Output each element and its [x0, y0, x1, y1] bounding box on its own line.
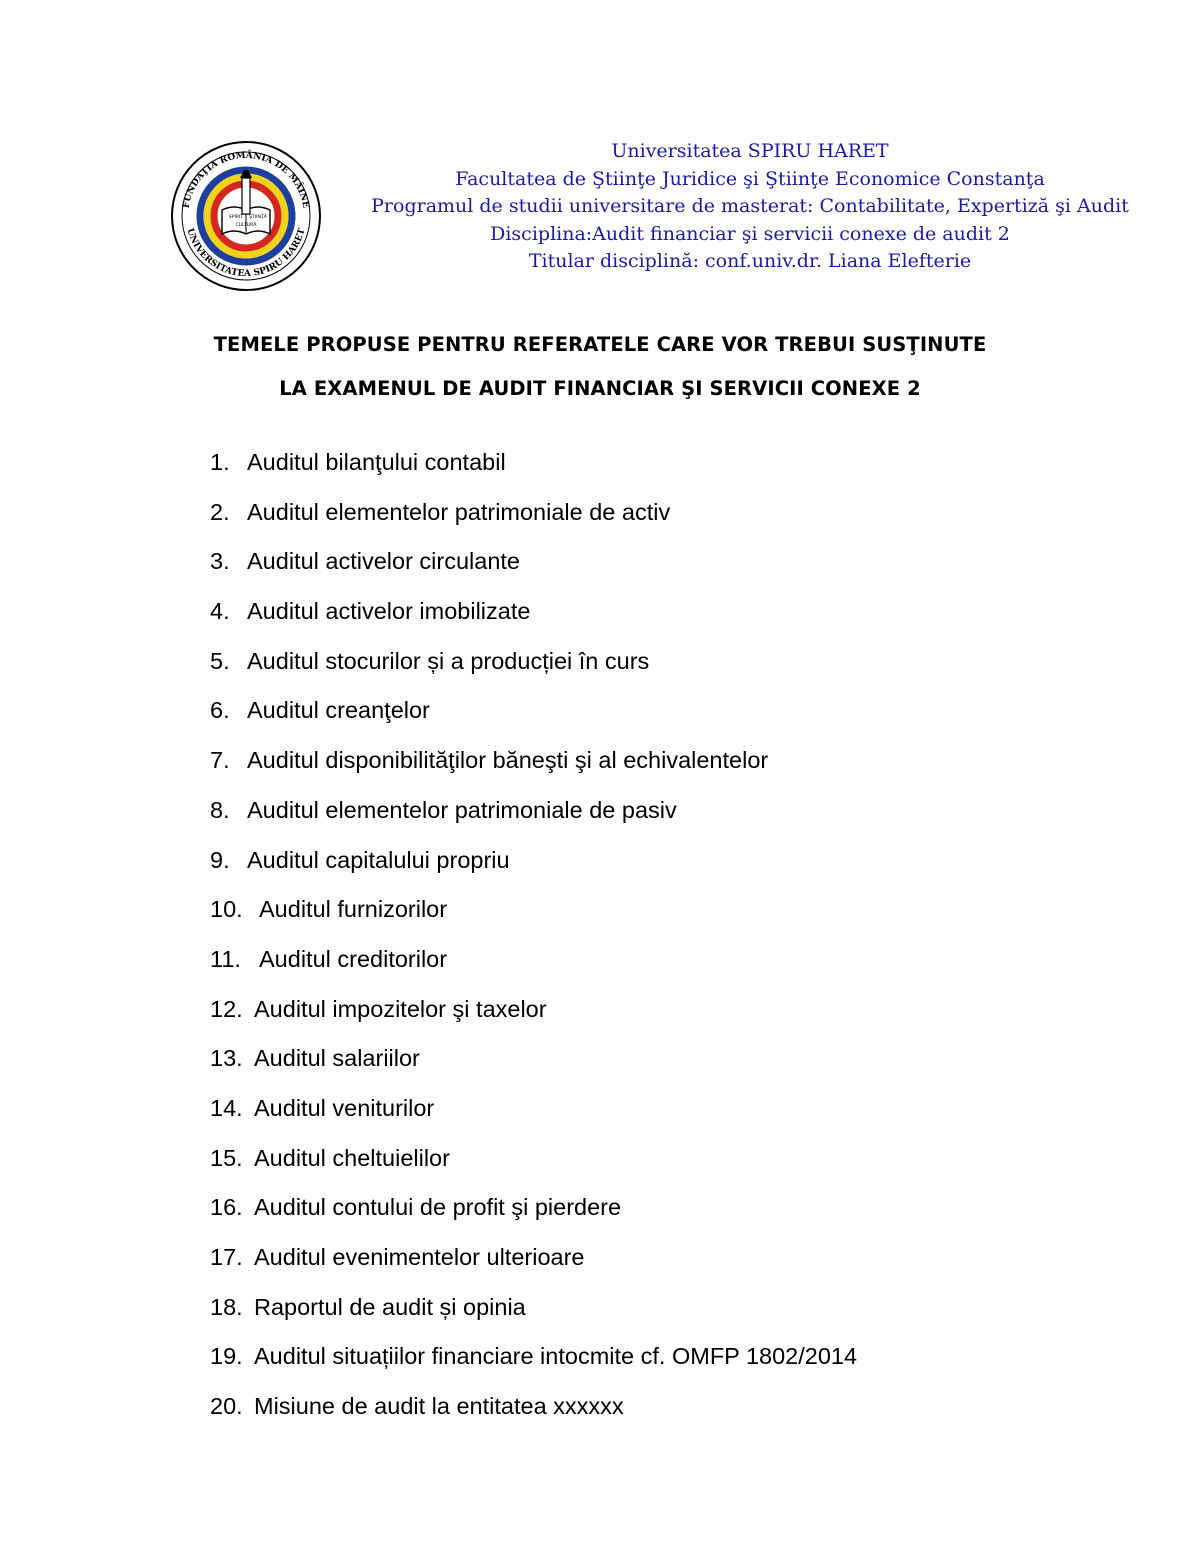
- topic-text: Auditul creditorilor: [259, 945, 448, 972]
- document-title-line-2: LA EXAMENUL DE AUDIT FINANCIAR ŞI SERVICII CONEXE 2: [279, 377, 921, 400]
- seal-book-text-2: ŞTIINŢĂ: [249, 215, 267, 220]
- topic-number: 13.: [210, 1045, 243, 1072]
- topic-number: 11.: [210, 945, 241, 972]
- topic-number: 6.: [210, 697, 230, 724]
- seal-ring-text-top: FUNDAŢIA ROMÂNIA DE MÂINE: [181, 150, 311, 210]
- topic-item: [210, 495, 857, 545]
- topic-number: 9.: [210, 846, 230, 873]
- topic-text: Auditul activelor imobilizate: [247, 598, 531, 625]
- topic-number: 16.: [210, 1194, 243, 1221]
- topic-item: [210, 1190, 857, 1240]
- topic-item: [210, 644, 857, 694]
- topic-text: Raportul de audit și opinia: [254, 1293, 526, 1320]
- seal-book-text-1: SPIRIT: [228, 215, 244, 220]
- topic-text: Auditul bilanţului contabil: [247, 449, 506, 475]
- topic-text: Auditul impozitelor şi taxelor: [254, 995, 547, 1022]
- topic-text: Misiune de audit la entitatea xxxxxx: [254, 1393, 624, 1420]
- topic-number: 15.: [210, 1144, 243, 1171]
- university-name: Universitatea SPIRU HARET: [611, 140, 889, 162]
- topics-list: [210, 445, 857, 1439]
- topic-number: 8.: [210, 796, 230, 823]
- topic-number: 18.: [210, 1293, 243, 1320]
- topic-text: Auditul elementelor patrimoniale de pasiv: [247, 796, 677, 823]
- topic-item: [210, 1091, 857, 1141]
- topic-text: Auditul contului de profit şi pierdere: [254, 1194, 622, 1221]
- topic-number: 4.: [210, 598, 230, 625]
- seal-graphic: [170, 140, 322, 292]
- topic-item: [210, 743, 857, 793]
- university-seal-logo: [170, 140, 322, 292]
- topic-number: 1.: [210, 449, 230, 475]
- topic-number: 7.: [210, 747, 230, 774]
- topic-item: [210, 793, 857, 843]
- topic-number: 5.: [210, 647, 230, 674]
- topic-text: Auditul salariilor: [254, 1045, 420, 1072]
- program-name: Programul de studii universitare de masterat: Contabilitate, Expertiză şi Audit: [371, 195, 1129, 217]
- topic-number: 19.: [210, 1343, 243, 1370]
- topic-text: Auditul creanţelor: [247, 697, 430, 724]
- topic-item: [210, 1290, 857, 1340]
- topic-item: [210, 594, 857, 644]
- topic-text: Auditul activelor circulante: [247, 548, 520, 575]
- topic-item: [210, 1141, 857, 1191]
- topic-item: [210, 693, 857, 743]
- topic-text: Auditul elementelor patrimoniale de activ: [247, 498, 671, 525]
- topic-number: 3.: [210, 548, 230, 575]
- topic-item: [210, 843, 857, 893]
- topic-number: 2.: [210, 498, 230, 525]
- topic-item: [210, 1389, 857, 1439]
- topic-text: Auditul stocurilor și a producției în curs: [247, 647, 650, 674]
- topic-item: [210, 445, 857, 495]
- topic-number: 20.: [210, 1393, 243, 1420]
- topic-item: [210, 544, 857, 594]
- topic-text: Auditul furnizorilor: [259, 896, 448, 923]
- topic-text: Auditul situațiilor financiare intocmite cf. OMFP 1802/2014: [254, 1343, 858, 1370]
- topic-item: [210, 892, 857, 942]
- document-title-line-1: TEMELE PROPUSE PENTRU REFERATELE CARE VOR TREBUI SUSŢINUTE: [213, 333, 987, 356]
- topic-item: [210, 1240, 857, 1290]
- topic-item: [210, 992, 857, 1042]
- seal-book-text-3: CULTURĂ: [235, 223, 257, 228]
- topic-item: [210, 1041, 857, 1091]
- discipline-holder: Titular disciplină: conf.univ.dr. Liana Elefterie: [528, 250, 972, 272]
- faculty-name: Facultatea de Ştiinţe Juridice şi Ştiinţe Economice Constanţa: [455, 167, 1045, 190]
- seal-ring-text-bottom: UNIVERSITATEA SPIRU HARET: [184, 227, 308, 280]
- topic-number: 14.: [210, 1094, 243, 1121]
- topic-number: 10.: [210, 896, 243, 923]
- topic-text: Auditul evenimentelor ulterioare: [254, 1244, 585, 1270]
- topic-text: Auditul capitalului propriu: [247, 846, 510, 873]
- topic-text: Auditul veniturilor: [254, 1094, 435, 1121]
- topic-item: [210, 942, 857, 992]
- topic-number: 12.: [210, 995, 243, 1022]
- topic-text: Auditul disponibilităţilor băneşti şi al echivalentelor: [247, 747, 769, 774]
- topic-item: [210, 1339, 857, 1389]
- topic-text: Auditul cheltuielilor: [254, 1144, 450, 1171]
- document-header: [340, 138, 1160, 276]
- discipline-name: Disciplina:Audit financiar şi servicii conexe de audit 2: [490, 222, 1010, 245]
- topic-number: 17.: [210, 1244, 243, 1270]
